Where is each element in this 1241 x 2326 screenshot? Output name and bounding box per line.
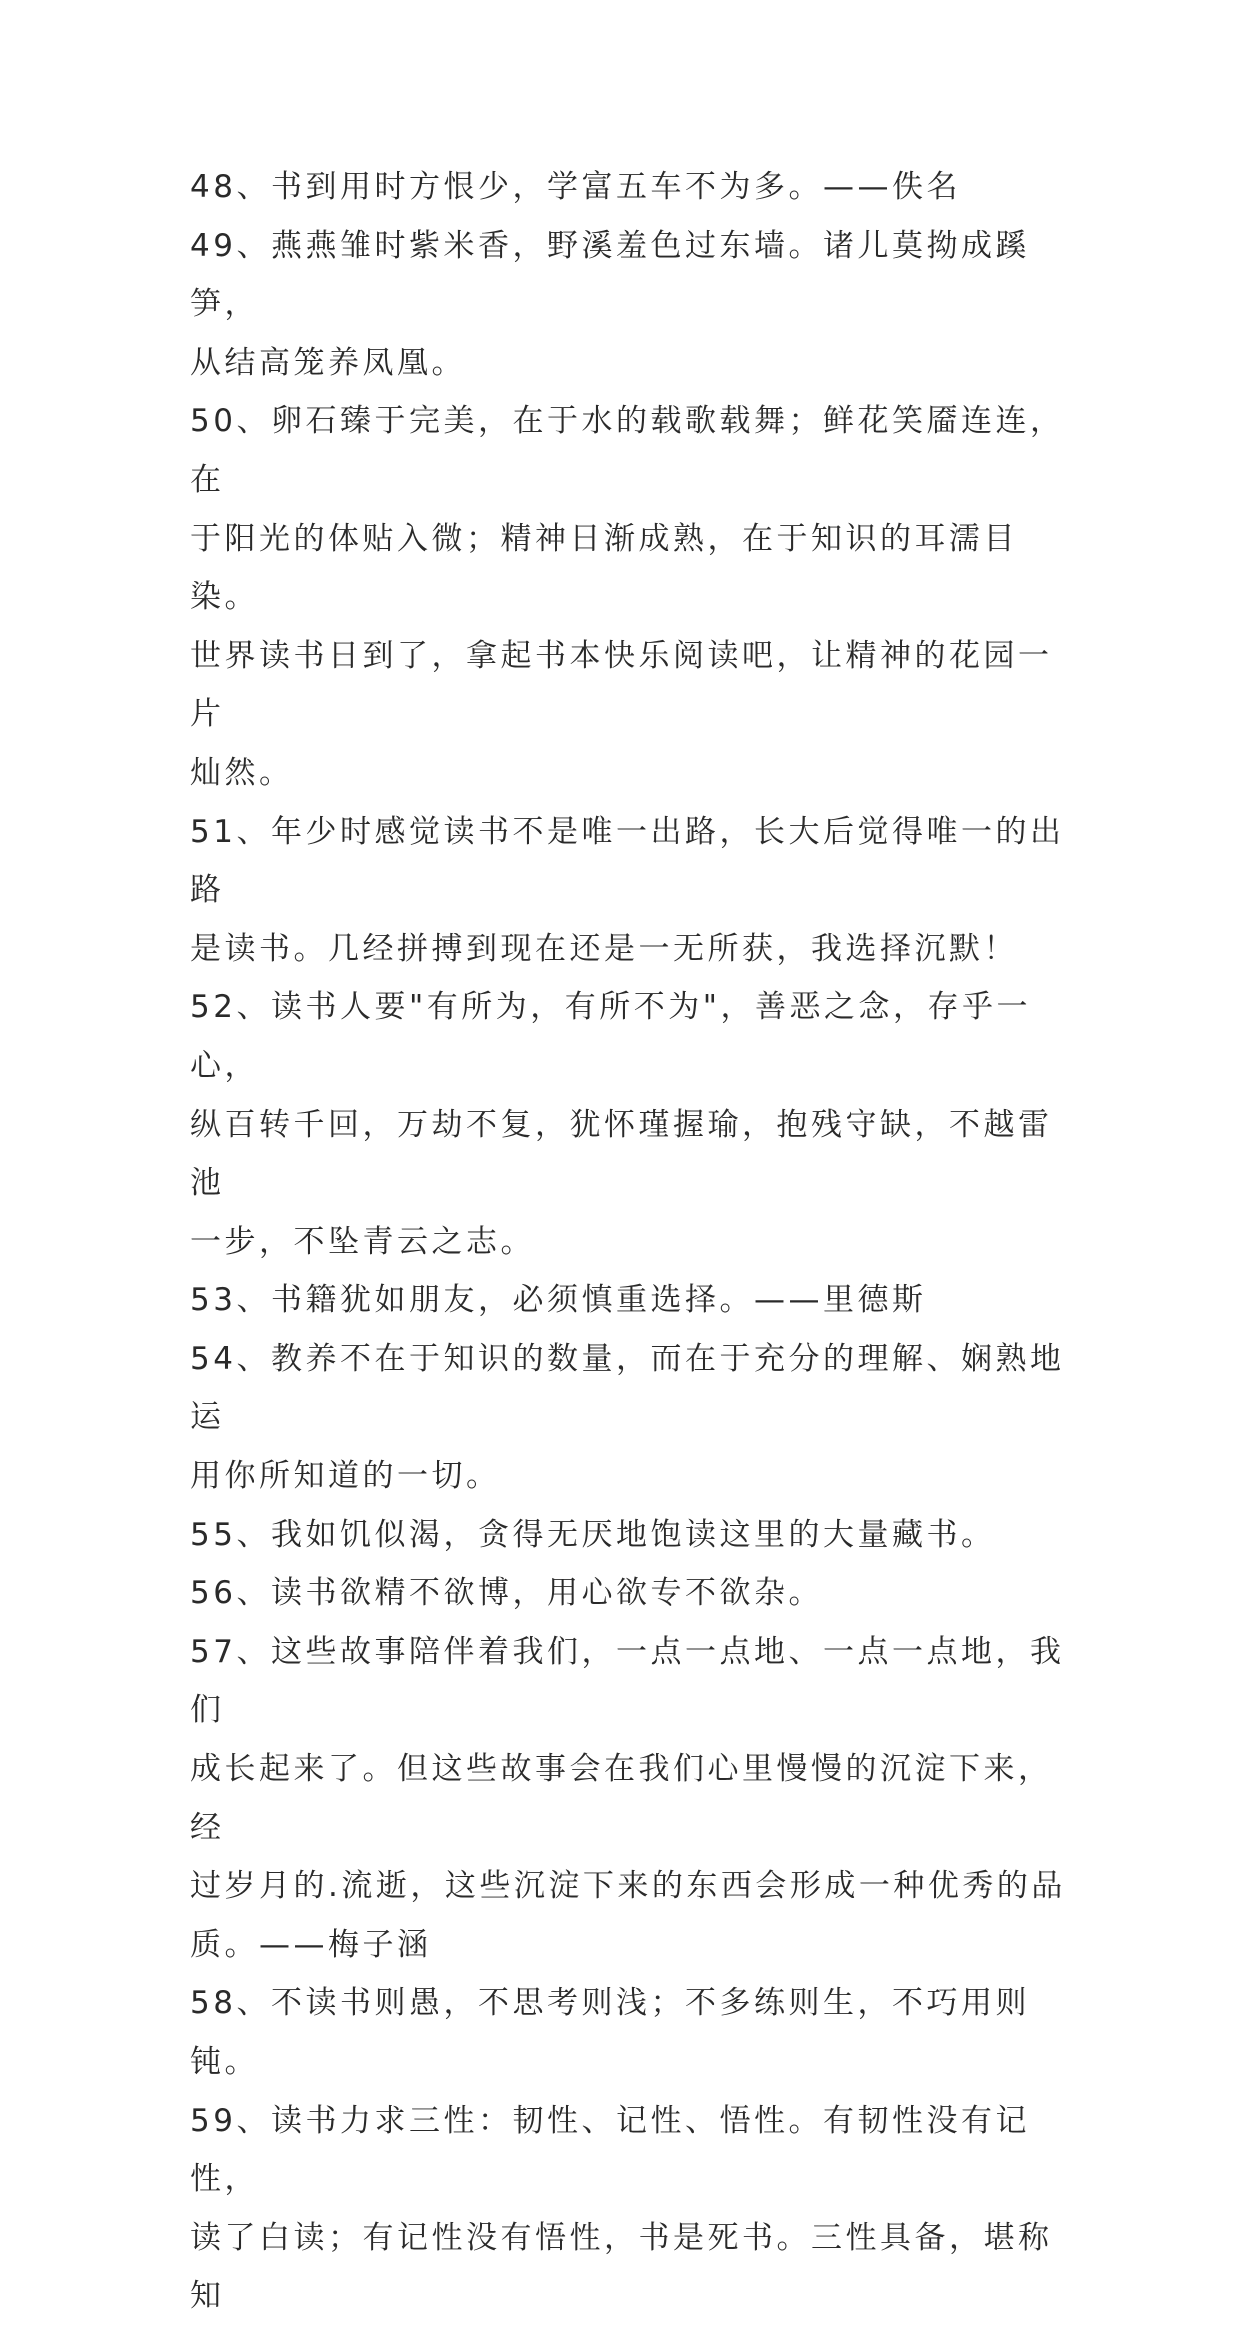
quote-48: 48、书到用时方恨少，学富五车不为多。——佚名: [190, 169, 961, 205]
quote-52: 52、读书人要"有所为，有所不为"，善恶之念，存乎一心， 纵百转千回，万劫不复，犹怀瑾握瑜，抱残守缺，不越雷池 一步，不坠青云之志。: [190, 989, 1053, 1260]
quote-50: 50、卵石臻于完美，在于水的载歌载舞；鲜花笑靥连连，在 于阳光的体贴入微；精神日渐成熟，在于知识的耳濡目染。 世界读书日到了，拿起书本快乐阅读吧，让精神的花园一片 灿然。: [190, 403, 1065, 791]
quote-list: [190, 158, 1070, 2326]
quote-53: 53、书籍犹如朋友，必须慎重选择。——里德斯: [190, 1282, 927, 1319]
quote-49: 49、燕燕雏时紫米香，野溪羞色过东墙。诸儿莫拗成蹊笋， 从结高笼养凤凰。: [190, 227, 1030, 381]
quote-54: 54、教养不在于知识的数量，而在于充分的理解、娴熟地运 用你所知道的一切。: [190, 1340, 1065, 1495]
quote-55: 55、我如饥似渴，贪得无厌地饱读这里的大量藏书。: [190, 1516, 996, 1553]
quote-58: 58、不读书则愚，不思考则浅；不多练则生，不巧用则钝。: [190, 1985, 1030, 2080]
quote-59: 59、读书力求三性：韧性、记性、悟性。有韧性没有记性， 读了白读；有记性没有悟性，书是死书。三性具备，堪称知: [190, 2102, 1053, 2315]
quote-51: 51、年少时感觉读书不是唯一出路，长大后觉得唯一的出路 是读书。几经拼搏到现在还是一无所获，我选择沉默！: [190, 813, 1065, 967]
quote-57: 57、这些故事陪伴着我们，一点一点地、一点一点地，我们 成长起来了。但这些故事会在我们心里慢慢的沉淀下来，经 过岁月的.流逝，这些沉淀下来的东西会形成一种优秀的品 质。——梅子涵: [190, 1633, 1066, 1963]
quote-56: 56、读书欲精不欲博，用心欲专不欲杂。: [190, 1575, 823, 1612]
